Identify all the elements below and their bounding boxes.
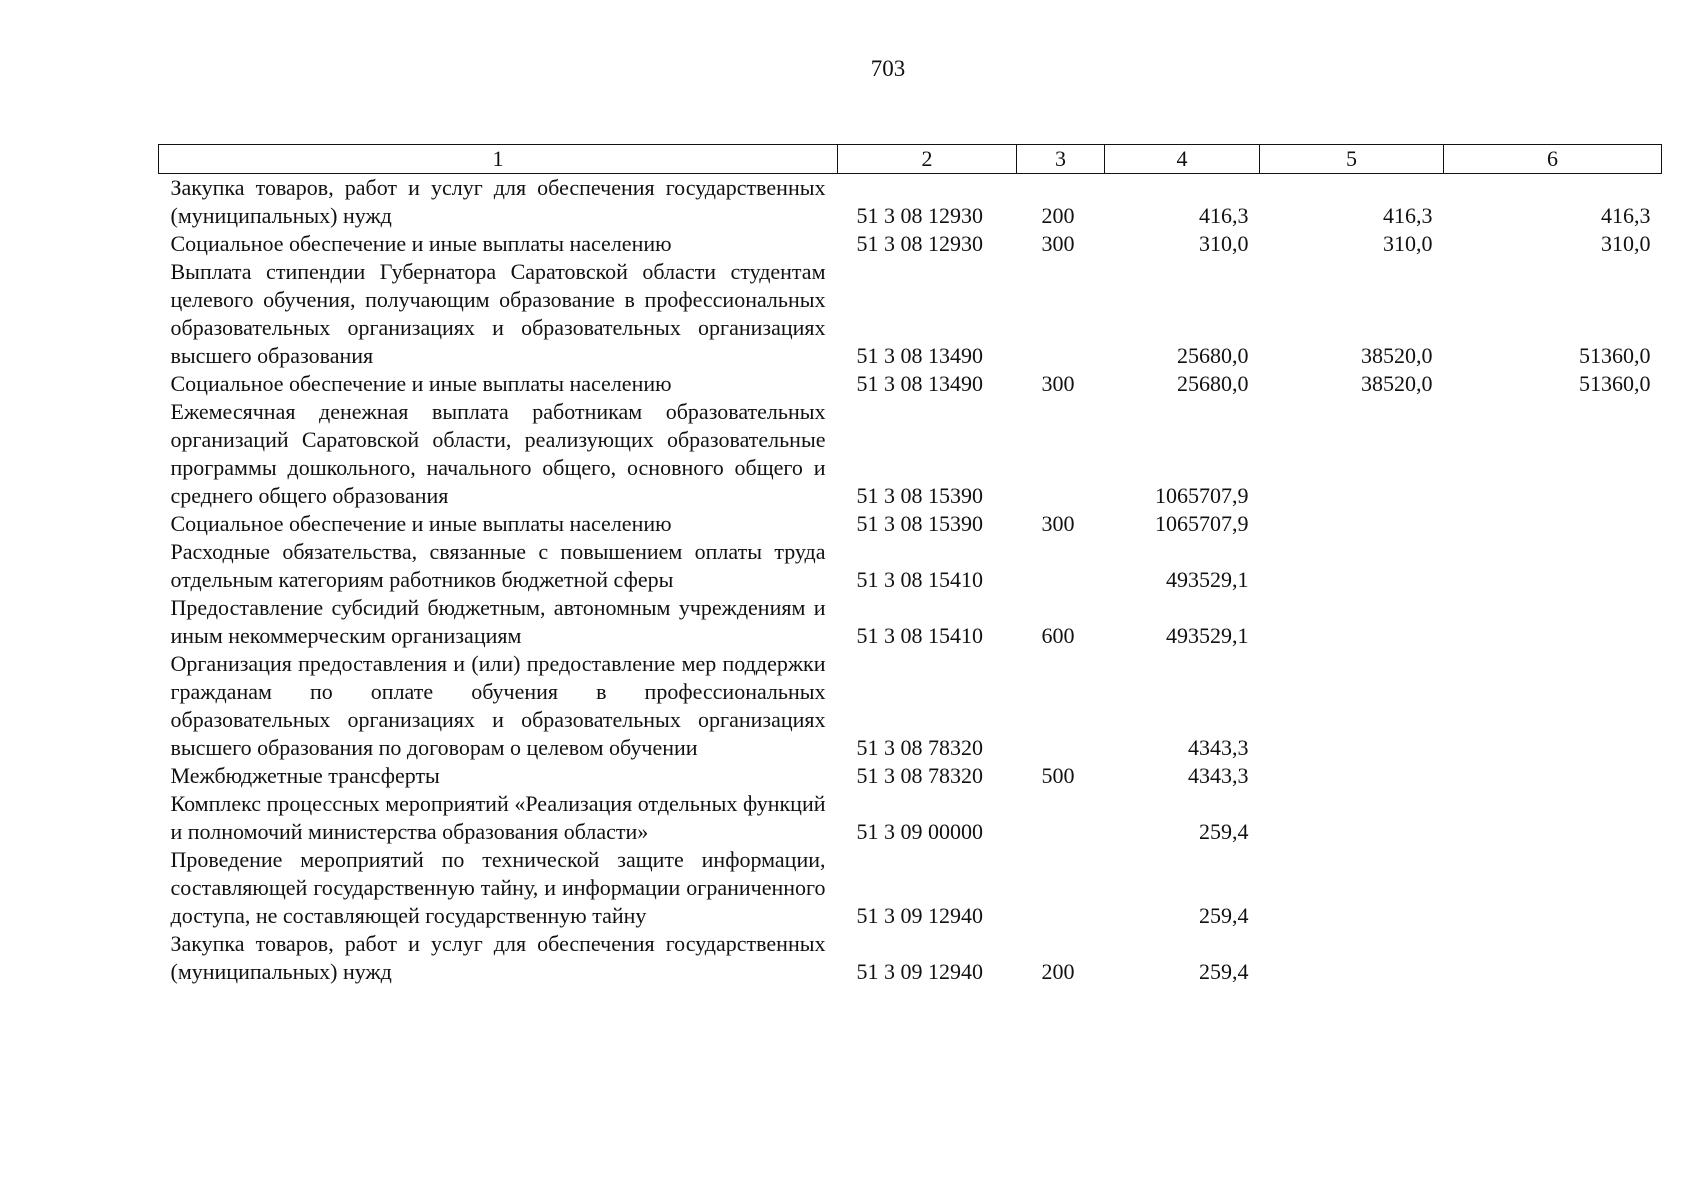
row-amount-col-5 (1260, 846, 1444, 930)
row-amount-col-6 (1444, 650, 1662, 762)
table-header (159, 145, 1662, 174)
row-expense-type (1017, 398, 1105, 510)
row-name: Проведение мероприятий по технической защите информации, составляющей государственную тайну, и информации ограниченного доступа, не составляющей государственную тайну (170, 847, 826, 928)
table-row (159, 398, 1662, 510)
row-amount-col-6 (1444, 510, 1662, 538)
row-name: Социальное обеспечение и иные выплаты населению (170, 371, 672, 396)
row-code: 51 3 08 78320 (856, 735, 983, 760)
row-amount-col-5 (1260, 510, 1444, 538)
header-row (159, 145, 1662, 174)
row-amount-col-5 (1260, 650, 1444, 762)
row-code: 51 3 09 12940 (856, 959, 983, 984)
table-row (159, 594, 1662, 650)
row-name: Расходные обязательства, связанные с повышением оплаты труда отдельным категориям работников бюджетной сферы (170, 539, 826, 592)
row-code: 51 3 08 12930 (856, 203, 983, 228)
header-col-4: 4 (1105, 145, 1260, 174)
row-expense-type (1017, 650, 1105, 762)
row-amount-col-4: 493529,1 (1166, 623, 1249, 648)
row-amount-col-4: 1065707,9 (1155, 511, 1249, 536)
row-amount-col-5 (1260, 398, 1444, 510)
table-row (159, 930, 1662, 986)
budget-table (158, 144, 1662, 986)
row-name: Межбюджетные трансферты (170, 763, 440, 788)
row-name: Комплекс процессных мероприятий «Реализация отдельных функций и полномочий министерства образования области» (170, 791, 826, 844)
row-code: 51 3 08 13490 (856, 371, 983, 396)
row-name: Закупка товаров, работ и услуг для обеспечения государственных (муниципальных) нужд (170, 175, 826, 228)
row-code: 51 3 08 15390 (856, 483, 983, 508)
row-code: 51 3 09 12940 (856, 903, 983, 928)
row-expense-type: 200 (1041, 959, 1075, 984)
row-amount-col-4: 4343,3 (1188, 763, 1249, 788)
row-amount-col-6 (1444, 846, 1662, 930)
header-col-1: 1 (159, 145, 838, 174)
row-amount-col-4: 310,0 (1199, 231, 1249, 256)
row-expense-type (1017, 846, 1105, 930)
table-row (159, 258, 1662, 370)
row-amount-col-4: 259,4 (1199, 959, 1249, 984)
row-amount-col-6: 51360,0 (1579, 343, 1651, 368)
table-body (159, 174, 1662, 987)
row-amount-col-4: 25680,0 (1177, 371, 1249, 396)
row-amount-col-5 (1260, 762, 1444, 790)
table-row (159, 510, 1662, 538)
row-amount-col-5 (1260, 930, 1444, 986)
row-amount-col-4: 493529,1 (1166, 567, 1249, 592)
table-row (159, 230, 1662, 258)
row-amount-col-4: 25680,0 (1177, 343, 1249, 368)
header-col-6: 6 (1444, 145, 1662, 174)
row-amount-col-4: 416,3 (1199, 203, 1249, 228)
row-amount-col-6: 416,3 (1601, 203, 1651, 228)
row-expense-type: 300 (1041, 511, 1075, 536)
row-code: 51 3 08 78320 (856, 763, 983, 788)
row-amount-col-6 (1444, 762, 1662, 790)
table-row (159, 538, 1662, 594)
row-amount-col-6 (1444, 538, 1662, 594)
row-amount-col-4: 259,4 (1199, 819, 1249, 844)
table-row (159, 790, 1662, 846)
row-name: Ежемесячная денежная выплата работникам образовательных организаций Саратовской области, реализующих образовательные программы дошкольного, начального общего, основного общего и среднего общего образования (170, 399, 826, 508)
row-amount-col-5: 38520,0 (1361, 343, 1433, 368)
row-name: Социальное обеспечение и иные выплаты населению (170, 231, 672, 256)
row-amount-col-6 (1444, 790, 1662, 846)
header-col-3: 3 (1017, 145, 1105, 174)
row-name: Социальное обеспечение и иные выплаты населению (170, 511, 672, 536)
table-row (159, 370, 1662, 398)
row-amount-col-4: 1065707,9 (1155, 483, 1249, 508)
row-amount-col-5: 38520,0 (1361, 371, 1433, 396)
row-name: Выплата стипендии Губернатора Саратовской области студентам целевого обучения, получающим образование в профессиональных образовательных организациях и образовательных организациях высшего образования (170, 259, 826, 368)
table-row (159, 650, 1662, 762)
page-number: 703 (870, 56, 906, 81)
row-amount-col-5 (1260, 538, 1444, 594)
row-amount-col-5: 416,3 (1383, 203, 1433, 228)
row-amount-col-6: 310,0 (1601, 231, 1651, 256)
header-col-5: 5 (1260, 145, 1444, 174)
row-expense-type: 300 (1041, 371, 1075, 396)
row-amount-col-6 (1444, 398, 1662, 510)
row-amount-col-5: 310,0 (1383, 231, 1433, 256)
row-name: Закупка товаров, работ и услуг для обеспечения государственных (муниципальных) нужд (170, 931, 826, 984)
row-amount-col-4: 4343,3 (1188, 735, 1249, 760)
row-amount-col-5 (1260, 790, 1444, 846)
row-expense-type (1017, 538, 1105, 594)
row-name: Организация предоставления и (или) предоставление мер поддержки гражданам по оплате обучения в профессиональных образовательных организациях и образовательных организациях высшего образования по договорам о целевом обучении (170, 651, 826, 760)
row-expense-type (1017, 790, 1105, 846)
row-code: 51 3 08 15410 (856, 567, 983, 592)
row-expense-type: 300 (1041, 231, 1075, 256)
row-code: 51 3 08 15390 (856, 511, 983, 536)
table-row (159, 846, 1662, 930)
row-code: 51 3 08 12930 (856, 231, 983, 256)
row-name: Предоставление субсидий бюджетным, автономным учреждениям и иным некоммерческим организациям (170, 595, 826, 648)
row-code: 51 3 08 15410 (856, 623, 983, 648)
row-expense-type: 500 (1041, 763, 1075, 788)
row-expense-type (1017, 258, 1105, 370)
row-expense-type: 200 (1041, 203, 1075, 228)
row-expense-type: 600 (1041, 623, 1075, 648)
row-amount-col-5 (1260, 594, 1444, 650)
table-row (159, 174, 1662, 231)
row-code: 51 3 09 00000 (856, 819, 983, 844)
row-amount-col-6: 51360,0 (1579, 371, 1651, 396)
header-col-2: 2 (838, 145, 1017, 174)
row-code: 51 3 08 13490 (856, 343, 983, 368)
row-amount-col-6 (1444, 594, 1662, 650)
table-row (159, 762, 1662, 790)
row-amount-col-6 (1444, 930, 1662, 986)
row-amount-col-4: 259,4 (1199, 903, 1249, 928)
